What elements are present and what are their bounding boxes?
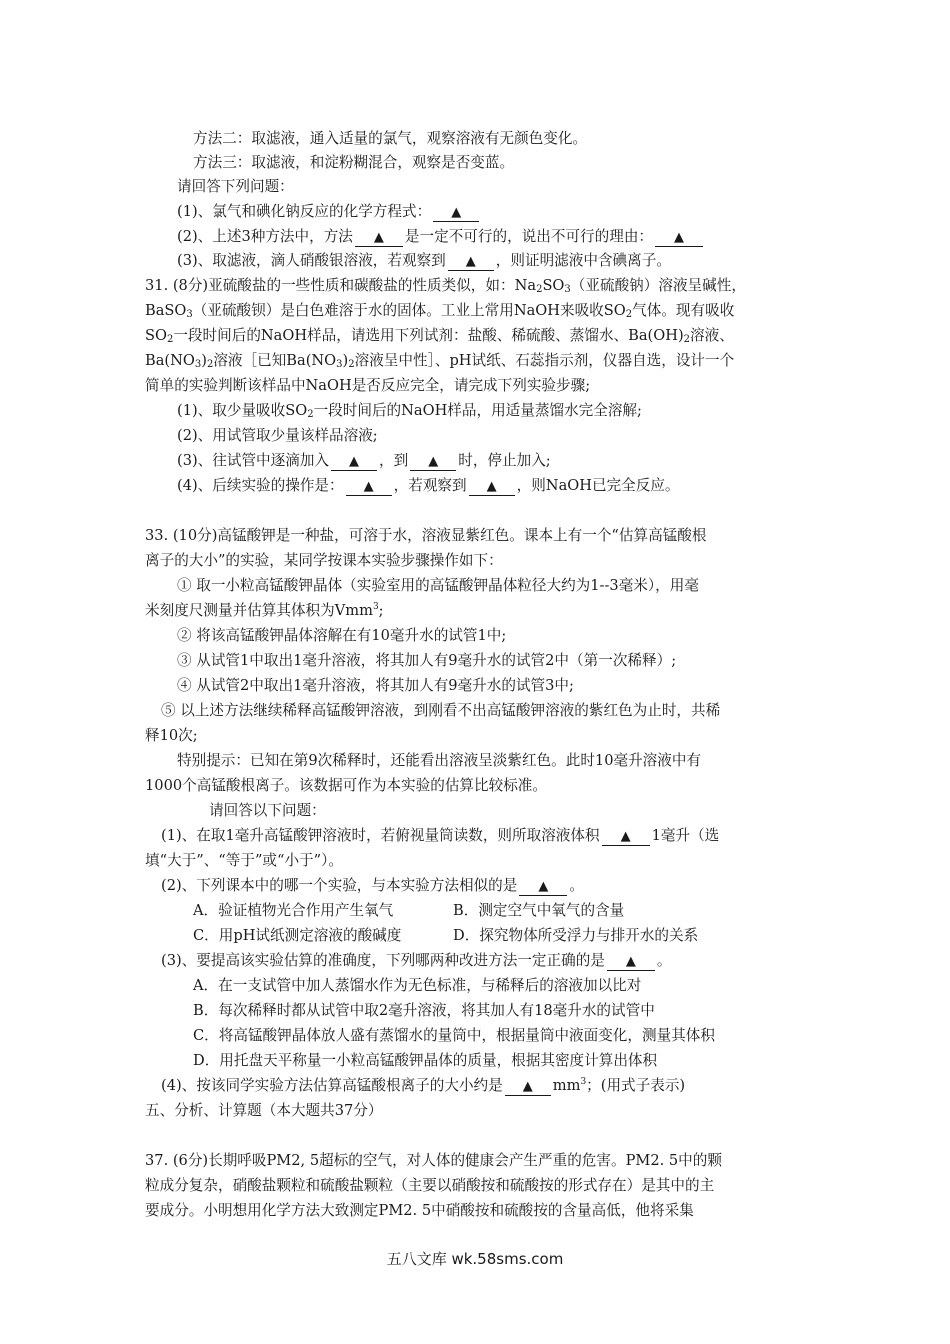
q33-part2-optC: C．用pH试纸测定溶液的酸碱度 bbox=[193, 927, 402, 944]
answer-blank bbox=[607, 952, 655, 971]
q33-part3-optA: A．在一支试管中加人蒸馏水作为无色标准，与稀释后的溶液加以比对 bbox=[193, 977, 642, 994]
answer-blank bbox=[410, 452, 456, 471]
q33-part1-cont: 填“大于”、“等于”或“小于”）。 bbox=[145, 852, 343, 869]
triangle-icon: ▲ bbox=[522, 1079, 533, 1094]
triangle-icon: ▲ bbox=[373, 230, 384, 245]
answer-blank bbox=[469, 477, 515, 496]
q33-part3-optB: B．每次稀释时都从试管中取2毫升溶液，将其加人有18毫升水的试管中 bbox=[193, 1002, 655, 1019]
q30-prompt: 请回答下列问题： bbox=[177, 178, 294, 195]
q33-part2-optA: A．验证植物光合作用产生氧气 bbox=[193, 902, 394, 919]
q30-sub1: (1)、氯气和碘化钠反应的化学方程式： ▲ bbox=[177, 202, 481, 222]
triangle-icon: ▲ bbox=[674, 230, 685, 245]
answer-blank bbox=[346, 477, 392, 496]
answer-blank bbox=[448, 252, 494, 271]
q30-sub3: (3)、取滤液，滴人硝酸银溶液，若观察到 ▲ ，则证明滤液中含碘离子。 bbox=[177, 252, 671, 269]
triangle-icon: ▲ bbox=[465, 254, 476, 269]
q33-step5-cont: 释10次; bbox=[145, 727, 198, 744]
q33-part4: (4)、按该同学实验方法估算高锰酸根离子的大小约是 ▲ $mm^3$；(用式子表示) bbox=[161, 1077, 686, 1094]
q33-part3-optC: C．将高锰酸钾晶体放人盛有蒸馏水的量筒中，根据量筒中液面变化，测量其体积 bbox=[193, 1027, 715, 1044]
q33-part2-optD: D．探究物体所受浮力与排开水的关系 bbox=[453, 927, 699, 944]
answer-blank bbox=[331, 452, 377, 471]
q31-line3: $SO_2$一段时间后的NaOH样品，请选用下列试剂：盐酸、稀硫酸、蒸馏水、$Ba(OH)_2$溶液、 bbox=[145, 327, 734, 345]
q33-part2: (2)、下列课本中的哪一个实验，与本实验方法相似的是 ▲ 。 bbox=[161, 877, 584, 894]
q33-prompt: 请回答以下问题： bbox=[209, 802, 326, 819]
triangle-icon: ▲ bbox=[620, 829, 631, 844]
triangle-icon: ▲ bbox=[538, 879, 549, 894]
triangle-icon: ▲ bbox=[349, 454, 360, 469]
q33-part1: (1)、在取1毫升高锰酸钾溶液时，若俯视量筒读数，则所取溶液体积 ▲ 1毫升（选 bbox=[161, 827, 720, 844]
triangle-icon: ▲ bbox=[363, 479, 374, 494]
q31-line1: 31. (8分)亚硫酸盐的一些性质和碳酸盐的性质类似，如：$Na_2SO_3$（亚硫酸钠）溶液呈碱性， bbox=[145, 277, 746, 295]
triangle-icon: ▲ bbox=[451, 205, 462, 220]
q30-method3: 方法三：取滤液，和淀粉糊混合，观察是否变蓝。 bbox=[193, 154, 515, 171]
q30-method2: 方法二：取滤液，通入适量的氯气，观察溶液有无颜色变化。 bbox=[193, 130, 588, 147]
q37-line2: 粒成分复杂，硝酸盐颗粒和硫酸盐颗粒（主要以硝酸按和硫酸按的形式存在）是其中的主 bbox=[145, 1177, 715, 1194]
q37-line3: 要成分。小明想用化学方法大致测定PM2. 5中硝酸按和硫酸按的含量高低，他将采集 bbox=[145, 1202, 694, 1219]
q31-line2: BaSO$_3$（亚硫酸钡）是白色难溶于水的固体。工业上常用NaOH来吸收$SO_2$气体。现有吸收 bbox=[145, 302, 735, 320]
q33-step2: ② 将该高锰酸钾晶体溶解在有10毫升水的试管1中; bbox=[177, 627, 507, 644]
q33-part3: (3)、要提高该实验估算的准确度，下列哪两种改进方法一定正确的是 ▲ 。 bbox=[161, 952, 672, 969]
q33-line2: 离子的大小”的实验，某同学按课本实验步骤操作如下： bbox=[145, 552, 503, 569]
q31-step4: (4)、后续实验的操作是： ▲ ，若观察到 ▲ ，则NaOH已完全反应。 bbox=[177, 477, 680, 494]
q30-sub2: (2)、上述3种方法中，方法 ▲ 是一定不可行的，说出不可行的理由： ▲ bbox=[177, 227, 705, 247]
q33-hint: 特别提示：已知在第9次稀释时，还能看出溶液呈淡紫红色。此时10毫升溶液中有 bbox=[177, 752, 702, 769]
q31-step3: (3)、往试管中逐滴加入 ▲ ，到 ▲ 时，停止加入; bbox=[177, 452, 551, 469]
q37-line1: 37. (6分)长期呼吸PM2, 5超标的空气，对人体的健康会产生严重的危害。PM2. 5中的颗 bbox=[145, 1152, 722, 1169]
answer-blank bbox=[433, 203, 479, 222]
q33-step5: ⑤ 以上述方法继续稀释高锰酸钾溶液，到刚看不出高锰酸钾溶液的紫红色为止时，共稀 bbox=[161, 702, 721, 719]
q33-step3: ③ 从试管1中取出1毫升溶液，将其加人有9毫升水的试管2中（第一次稀释）; bbox=[177, 652, 677, 669]
answer-blank bbox=[355, 228, 403, 247]
triangle-icon: ▲ bbox=[486, 479, 497, 494]
q33-step1-cont: 米刻度尺测量并估算其体积为Vmm$^3$; bbox=[145, 602, 384, 619]
q31-line5: 简单的实验判断该样品中NaOH是否反应完全，请完成下列实验步骤; bbox=[145, 377, 591, 394]
q33-part2-optB: B．测定空气中氧气的含量 bbox=[453, 902, 625, 919]
q31-step1: (1)、取少量吸收$SO_2$一段时间后的NaOH样品，用适量蒸馏水完全溶解; bbox=[177, 402, 642, 420]
triangle-icon: ▲ bbox=[625, 954, 636, 969]
answer-blank bbox=[505, 1077, 551, 1096]
section-heading: 五、分析、计算题（本大题共37分） bbox=[145, 1102, 383, 1119]
q31-step2: (2)、用试管取少量该样品溶液; bbox=[177, 427, 378, 444]
footer-watermark: 五八文库 wk.58sms.com bbox=[386, 1250, 564, 1268]
q33-hint-cont: 1000个高锰酸根离子。该数据可作为本实验的估算比较标准。 bbox=[145, 777, 547, 794]
q33-line1: 33. (10分)高锰酸钾是一种盐，可溶于水，溶液显紫红色。课本上有一个“估算高锰酸根 bbox=[145, 527, 707, 544]
q33-part3-optD: D．用托盘天平称量一小粒高锰酸钾晶体的质量，根据其密度计算出体积 bbox=[193, 1052, 658, 1069]
answer-blank bbox=[655, 228, 703, 247]
answer-blank bbox=[519, 877, 567, 896]
q33-step4: ④ 从试管2中取出1毫升溶液，将其加人有9毫升水的试管3中; bbox=[177, 677, 574, 694]
triangle-icon: ▲ bbox=[428, 454, 439, 469]
q33-step1: ① 取一小粒高锰酸钾晶体（实验室用的高锰酸钾晶体粒径大约为1--3毫米），用毫 bbox=[177, 577, 699, 594]
answer-blank bbox=[602, 827, 650, 846]
q31-line4: $Ba(NO_3)_2$溶液［已知$Ba(NO_3)_2$溶液呈中性］、pH试纸、石蕊指示剂，仪器自选，设计一个 bbox=[145, 352, 735, 370]
